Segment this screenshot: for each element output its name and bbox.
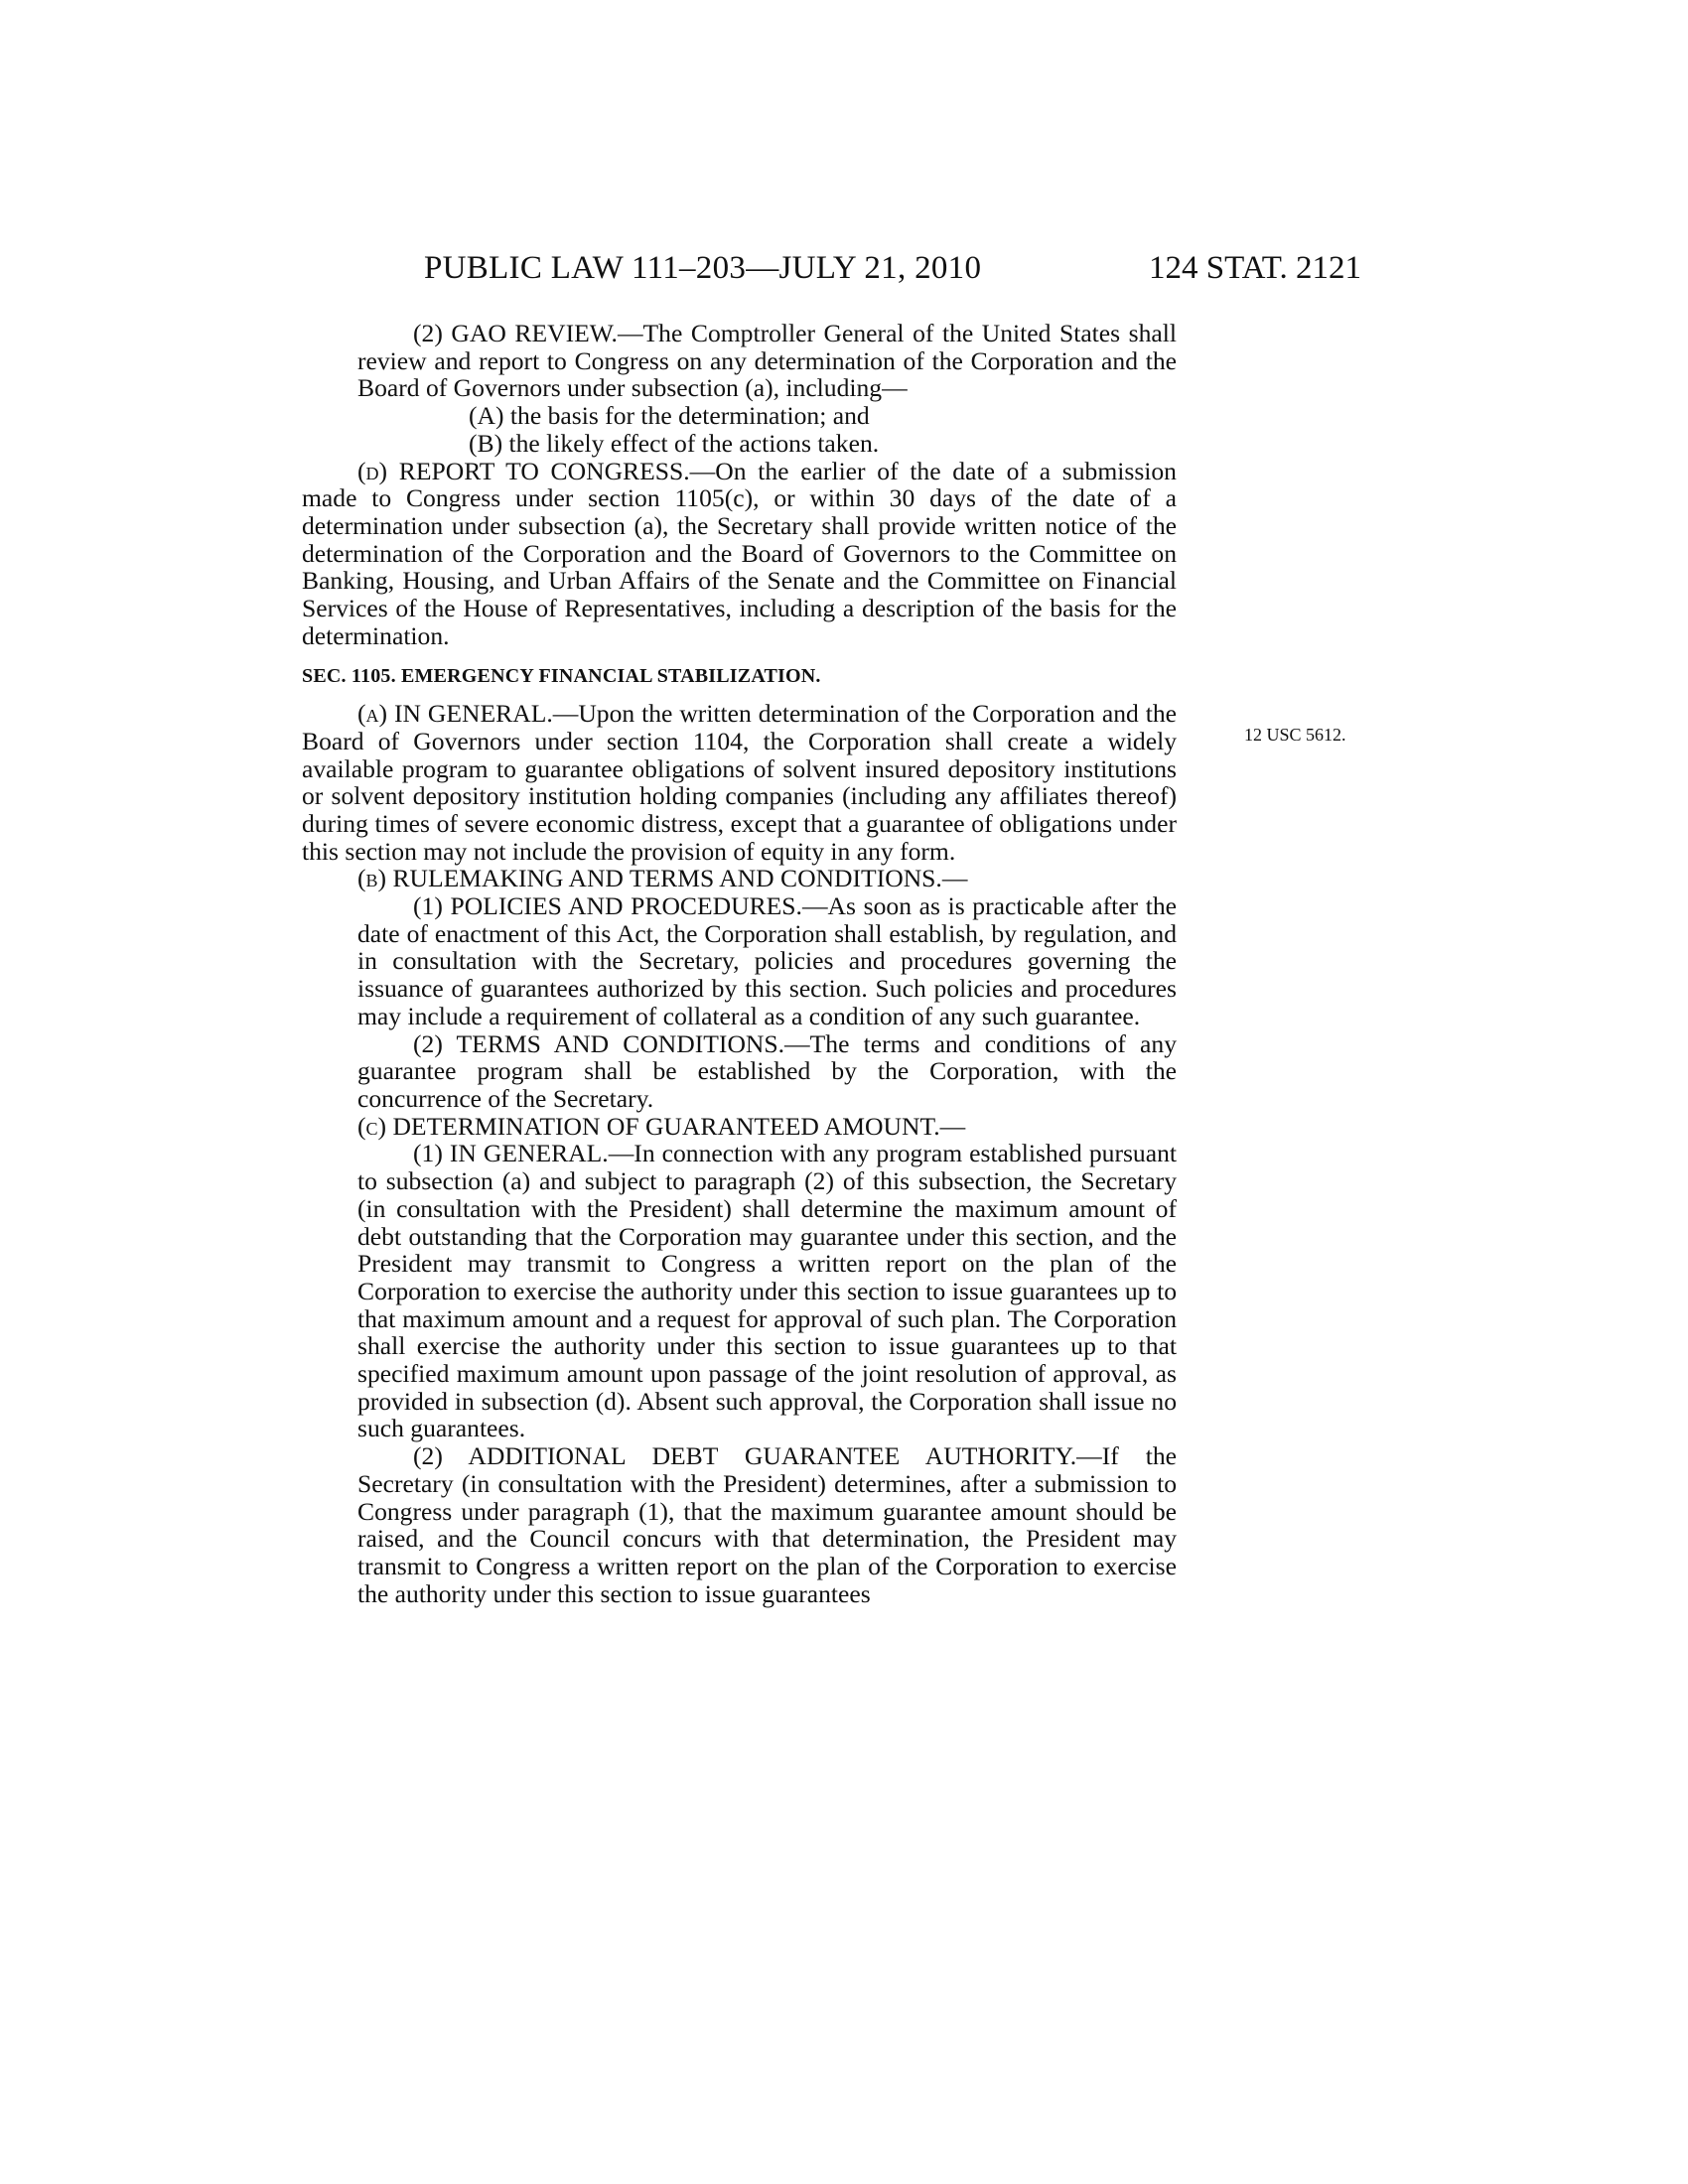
paragraph-b1-text: —As soon as is practicable after the date of enactment of this Act, the Corporation shall establish, by regulation, and in consultation with the Secretary, policies and procedures governing the issuance of guarantees authorized by this section. Such policies and procedures may include a requirement of collateral as a condition of any such guarantee. [357,891,1177,1030]
paragraph-b2-text: —The terms and conditions of any guarantee program shall be established by the Corporation, with the concurrence of the Secretary. [357,1028,1177,1113]
paragraph-b1-label: (1) POLICIES AND PROCEDURES. [413,891,802,921]
gao-review-paragraph [302,320,1177,402]
report-to-congress-paragraph [302,458,1177,650]
usc-citation-margin-note: 12 USC 5612. [1244,725,1346,745]
gao-item-a: (A) the basis for the determination; and [469,401,870,431]
paragraph-b2 [302,1030,1177,1113]
paragraph-c2-label: (2) ADDITIONAL DEBT GUARANTEE AUTHORITY. [413,1441,1077,1471]
gao-review-text: —The Comptroller General of the United States shall review and report to Congress on any determination of the Corporation and the Board of Governors under subsection (a), including— [357,319,1178,403]
subsection-c-heading: (c) DETERMINATION OF GUARANTEED AMOUNT.— [357,1111,966,1141]
subsection-b-heading: (b) RULEMAKING AND TERMS AND CONDITIONS.— [357,864,968,893]
paragraph-c1-label: (1) IN GENERAL. [413,1139,609,1168]
section-heading: SEC. 1105. EMERGENCY FINANCIAL STABILIZATION. [302,665,821,688]
paragraph-b2-label: (2) TERMS AND CONDITIONS. [413,1028,785,1058]
subsection-a-text: —Upon the written determination of the Corporation and the Board of Governors under section 1104, the Corporation shall create a widely available program to guarantee obligations of solvent insured depository institutions or solvent depository institution holding companies (including any affiliates thereof) during times of severe economic distress, except that a guarantee of obligations under this section may not include the provision of equity in any form. [302,699,1177,866]
paragraph-c2 [302,1442,1177,1607]
gao-review-label: (2) GAO REVIEW. [413,319,618,347]
subsection-a-label: (a) IN GENERAL. [357,699,553,729]
law-body-text [302,320,1177,1607]
paragraph-c1 [302,1140,1177,1442]
subsection-a-paragraph [302,700,1177,865]
page-header-title: PUBLIC LAW 111–203—JULY 21, 2010 [424,250,982,286]
paragraph-c2-text: —If the Secretary (in consultation with the President) determines, after a submission to Congress under paragraph (1), that the maximum guarantee amount should be raised, and the Council concurs with that determination, the President may transmit to Congress a written report on the plan of the Corporation to exercise the authority under this section to issue guarantees [357,1441,1177,1608]
paragraph-b1 [302,892,1177,1030]
paragraph-c1-text: —In connection with any program established pursuant to subsection (a) and subject to paragraph (2) of this subsection, the Secretary (in consultation with the President) shall determine the maximum amount of debt outstanding that the Corporation may guarantee under this section, and the President may transmit to Congress a written report on the plan of the Corporation to exercise the authority under this section to issue guarantees up to that maximum amount and a request for approval of such plan. The Corporation shall exercise the authority under this section to issue guarantees up to that specified maximum amount upon passage of the joint resolution of approval, as provided in subsection (d). Absent such approval, the Corporation shall issue no such guarantees. [357,1139,1177,1443]
report-to-congress-text: —On the earlier of the date of a submission made to Congress under section 1105(c), or within 30 days of the date of a determination under subsection (a), the Secretary shall provide written notice of the determination of the Corporation and the Board of Governors to the Committee on Banking, Housing, and Urban Affairs of the Senate and the Committee on Financial Services of the House of Representatives, including a description of the basis for the determination. [302,456,1177,650]
gao-item-b: (B) the likely effect of the actions taken. [469,428,880,458]
report-to-congress-label: (d) REPORT TO CONGRESS. [357,456,690,485]
statute-page-number: 124 STAT. 2121 [1149,250,1362,286]
